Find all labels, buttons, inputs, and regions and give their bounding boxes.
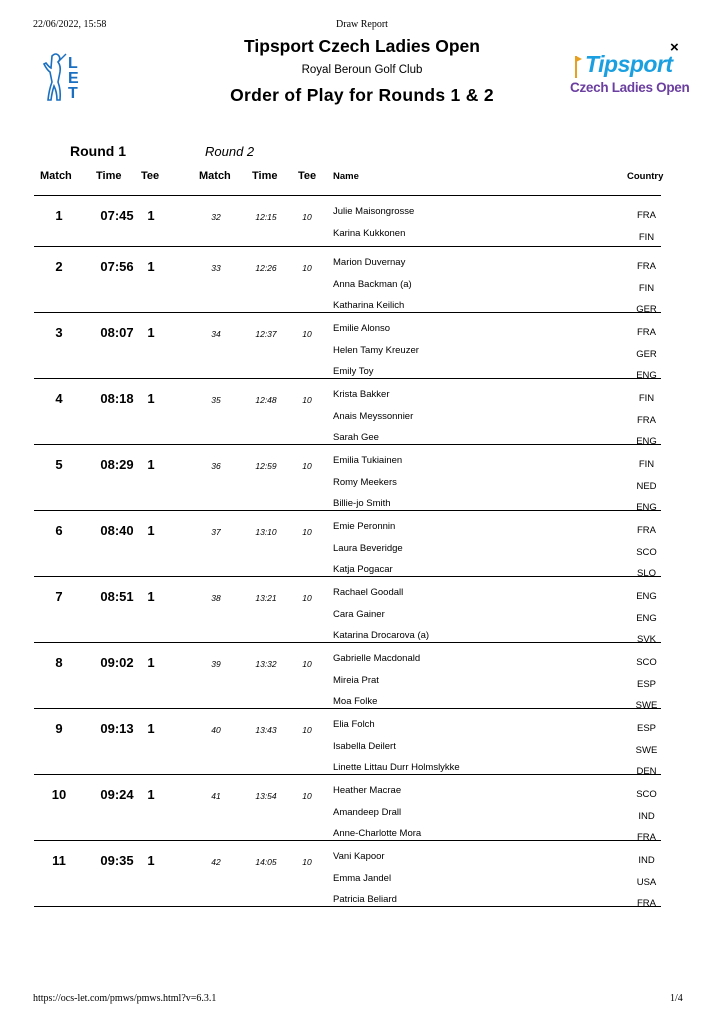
player-row xyxy=(34,474,661,496)
page-subtitle: Order of Play for Rounds 1 & 2 xyxy=(230,85,494,105)
player-name: Mireia Prat xyxy=(333,674,379,686)
player-name: Laura Beveridge xyxy=(333,542,403,554)
player-row xyxy=(34,342,661,364)
player-country: ENG xyxy=(636,502,657,513)
match-group xyxy=(34,246,661,315)
col-country: Country xyxy=(627,171,664,182)
round1-tee-time: 09:24 xyxy=(100,787,134,802)
round2-tee: 10 xyxy=(302,395,312,405)
round1-match-number: 9 xyxy=(55,721,63,736)
player-name: Patricia Beliard xyxy=(333,894,397,905)
player-country: ENG xyxy=(636,612,657,624)
player-name: Vani Kapoor xyxy=(333,851,385,862)
round1-match-number: 11 xyxy=(52,853,66,868)
round2-match-number: 34 xyxy=(211,329,221,339)
match-group xyxy=(34,840,661,907)
player-row xyxy=(34,738,661,760)
round1-tee-time: 09:02 xyxy=(100,655,134,670)
player-name: Marion Duvernay xyxy=(333,257,406,268)
player-country: GER xyxy=(636,304,657,315)
round2-match-number: 32 xyxy=(211,212,221,222)
col-match-r2: Match xyxy=(199,170,231,182)
player-name: Katja Pogacar xyxy=(333,564,393,575)
round2-tee: 10 xyxy=(302,857,312,867)
player-name: Krista Bakker xyxy=(333,389,390,400)
col-time-r1: Time xyxy=(96,170,122,182)
match-group xyxy=(34,378,661,447)
player-name: Emilia Tukiainen xyxy=(333,455,403,466)
round2-heading: Round 2 xyxy=(205,144,255,159)
round2-tee: 10 xyxy=(302,593,312,603)
round1-heading: Round 1 xyxy=(70,143,126,159)
player-country: FRA xyxy=(637,832,656,843)
draw-table xyxy=(34,195,661,907)
player-row xyxy=(34,408,661,430)
player-name: Anais Meyssonnier xyxy=(333,410,414,422)
round2-match-number: 36 xyxy=(211,461,221,471)
player-row xyxy=(34,891,661,913)
player-name: Rachael Goodall xyxy=(333,587,404,598)
player-name: Isabella Deilert xyxy=(333,740,396,752)
player-name: Billie-jo Smith xyxy=(333,498,391,509)
round1-tee: 1 xyxy=(147,721,155,736)
player-row xyxy=(34,848,661,870)
player-name: Katarina Drocarova (a) xyxy=(333,630,430,641)
player-name: Anne-Charlotte Mora xyxy=(333,828,422,839)
player-country: ESP xyxy=(636,678,656,690)
player-country: IND xyxy=(638,810,655,822)
player-name: Cara Gainer xyxy=(333,608,385,620)
round1-match-number: 5 xyxy=(55,457,63,472)
player-country: FRA xyxy=(637,210,656,221)
player-country: ENG xyxy=(636,436,657,447)
round2-match-number: 33 xyxy=(211,263,221,273)
col-name: Name xyxy=(333,171,359,182)
player-country: SCO xyxy=(636,546,657,558)
round1-match-number: 2 xyxy=(55,259,63,274)
player-name: Amandeep Drall xyxy=(333,806,402,818)
round2-tee-time: 13:54 xyxy=(255,791,277,801)
player-country: SWE xyxy=(635,744,658,756)
player-row xyxy=(34,540,661,562)
player-name: Helen Tamy Kreuzer xyxy=(333,344,419,356)
player-country: USA xyxy=(636,876,657,888)
round1-match-number: 3 xyxy=(55,325,63,340)
player-row xyxy=(34,320,661,342)
round1-tee: 1 xyxy=(147,391,155,406)
round1-match-number: 7 xyxy=(55,589,63,604)
player-country: FRA xyxy=(637,898,656,909)
player-country: FIN xyxy=(638,282,655,294)
round1-tee-time: 09:35 xyxy=(100,853,134,868)
round2-tee: 10 xyxy=(302,659,312,669)
round2-tee-time: 12:48 xyxy=(255,395,277,405)
round1-tee: 1 xyxy=(147,325,155,340)
player-country: ENG xyxy=(636,591,657,602)
player-country: FRA xyxy=(637,261,656,272)
round1-tee-time: 08:40 xyxy=(100,523,134,538)
round2-tee-time: 13:21 xyxy=(255,593,277,603)
player-country: ENG xyxy=(636,370,657,381)
player-country: SWE xyxy=(635,700,658,711)
player-row xyxy=(34,606,661,628)
tipsport-sub-text: Czech Ladies Open xyxy=(570,80,690,95)
round1-tee: 1 xyxy=(147,523,155,538)
round2-tee: 10 xyxy=(302,329,312,339)
match-group xyxy=(34,510,661,579)
round2-tee: 10 xyxy=(302,263,312,273)
col-tee-r2: Tee xyxy=(298,170,317,182)
round1-match-number: 10 xyxy=(51,787,67,802)
round1-match-number: 1 xyxy=(55,208,63,223)
player-country: NED xyxy=(636,480,657,492)
round2-tee-time: 13:43 xyxy=(255,725,277,735)
event-title: Tipsport Czech Ladies Open xyxy=(244,36,480,56)
player-row xyxy=(34,782,661,804)
player-row xyxy=(34,804,661,826)
player-country: FIN xyxy=(638,459,655,470)
round1-tee-time: 08:51 xyxy=(100,589,134,604)
player-row xyxy=(34,672,661,694)
player-name: Emilie Alonso xyxy=(333,323,391,334)
round2-match-number: 39 xyxy=(211,659,221,669)
player-row xyxy=(34,452,661,474)
player-name: Moa Folke xyxy=(333,696,378,707)
round2-tee-time: 12:15 xyxy=(255,212,277,222)
round2-tee-time: 12:26 xyxy=(255,263,277,273)
player-country: FRA xyxy=(637,525,656,536)
round1-tee: 1 xyxy=(147,208,155,223)
player-country: GER xyxy=(636,348,657,360)
player-country: FIN xyxy=(638,231,655,243)
round1-tee: 1 xyxy=(147,589,155,604)
round2-match-number: 40 xyxy=(211,725,221,735)
round2-match-number: 37 xyxy=(211,527,221,537)
player-name: Katharina Keilich xyxy=(333,300,405,311)
player-country: ESP xyxy=(636,723,656,734)
player-name: Gabrielle Macdonald xyxy=(333,653,421,664)
match-group xyxy=(34,576,661,645)
round1-tee: 1 xyxy=(147,259,155,274)
round2-tee-time: 13:32 xyxy=(255,659,277,669)
tipsport-brand-text: Tipsport xyxy=(585,51,673,77)
player-country: FIN xyxy=(638,393,655,404)
player-row xyxy=(34,650,661,672)
round1-tee-time: 07:45 xyxy=(100,208,134,223)
player-name: Romy Meekers xyxy=(333,476,397,488)
match-group xyxy=(34,195,661,246)
col-time-r2: Time xyxy=(252,170,278,182)
print-doc-title: Draw Report xyxy=(336,19,388,30)
col-tee-r1: Tee xyxy=(141,170,160,182)
player-country: SCO xyxy=(636,657,657,668)
round1-match-number: 4 xyxy=(55,391,63,406)
round2-match-number: 42 xyxy=(211,857,221,867)
match-group xyxy=(34,708,661,777)
player-country: IND xyxy=(638,855,655,866)
player-name: Karina Kukkonen xyxy=(333,227,406,239)
player-row xyxy=(34,870,661,892)
player-name: Emie Peronnin xyxy=(333,521,396,532)
player-row xyxy=(34,203,661,225)
player-name: Emily Toy xyxy=(333,366,374,377)
round2-tee: 10 xyxy=(302,725,312,735)
player-country: DEN xyxy=(636,766,657,777)
round1-tee: 1 xyxy=(147,457,155,472)
round2-match-number: 35 xyxy=(211,395,221,405)
match-group xyxy=(34,444,661,513)
player-row xyxy=(34,386,661,408)
round2-tee-time: 13:10 xyxy=(255,527,277,537)
match-group xyxy=(34,774,661,843)
round1-match-number: 6 xyxy=(55,523,63,538)
round1-tee-time: 08:18 xyxy=(100,391,134,406)
player-name: Julie Maisongrosse xyxy=(333,206,415,217)
print-url: https://ocs-let.com/pmws/pmws.html?v=6.3.1 xyxy=(33,993,217,1004)
round2-tee: 10 xyxy=(302,461,312,471)
print-datetime: 22/06/2022, 15:58 xyxy=(33,19,107,30)
round2-tee: 10 xyxy=(302,527,312,537)
round2-match-number: 41 xyxy=(211,791,221,801)
round2-tee: 10 xyxy=(302,791,312,801)
player-row xyxy=(34,254,661,276)
player-name: Anna Backman (a) xyxy=(333,278,412,290)
round2-tee-time: 12:37 xyxy=(255,329,277,339)
player-row xyxy=(34,225,661,247)
player-row xyxy=(34,716,661,738)
player-row xyxy=(34,584,661,606)
player-country: FRA xyxy=(637,414,656,426)
match-group xyxy=(34,642,661,711)
venue-name: Royal Beroun Golf Club xyxy=(301,64,423,76)
player-name: Heather Macrae xyxy=(333,785,402,796)
player-country: SCO xyxy=(636,789,657,800)
round2-tee-time: 12:59 xyxy=(255,461,277,471)
player-name: Linette Littau Durr Holmslykke xyxy=(333,762,460,773)
round2-tee: 10 xyxy=(302,212,312,222)
round1-tee: 1 xyxy=(147,787,155,802)
player-name: Emma Jandel xyxy=(333,872,392,884)
print-page-number: 1/4 xyxy=(670,993,683,1004)
round2-tee-time: 14:05 xyxy=(255,857,277,867)
player-name: Elia Folch xyxy=(333,719,375,730)
round1-tee: 1 xyxy=(147,853,155,868)
round1-match-number: 8 xyxy=(55,655,63,670)
player-country: SVK xyxy=(636,634,656,645)
player-row xyxy=(34,518,661,540)
tipsport-mark: × xyxy=(670,39,679,56)
player-country: FRA xyxy=(637,327,656,338)
round1-tee: 1 xyxy=(147,655,155,670)
let-logo-text: LET xyxy=(68,55,79,102)
round1-tee-time: 08:07 xyxy=(100,325,134,340)
col-match-r1: Match xyxy=(40,170,72,182)
round1-tee-time: 09:13 xyxy=(100,721,134,736)
round2-match-number: 38 xyxy=(211,593,221,603)
round1-tee-time: 07:56 xyxy=(100,259,134,274)
match-group xyxy=(34,312,661,381)
round1-tee-time: 08:29 xyxy=(100,457,134,472)
player-country: SLO xyxy=(636,568,656,579)
player-name: Sarah Gee xyxy=(333,432,379,443)
player-row xyxy=(34,276,661,298)
